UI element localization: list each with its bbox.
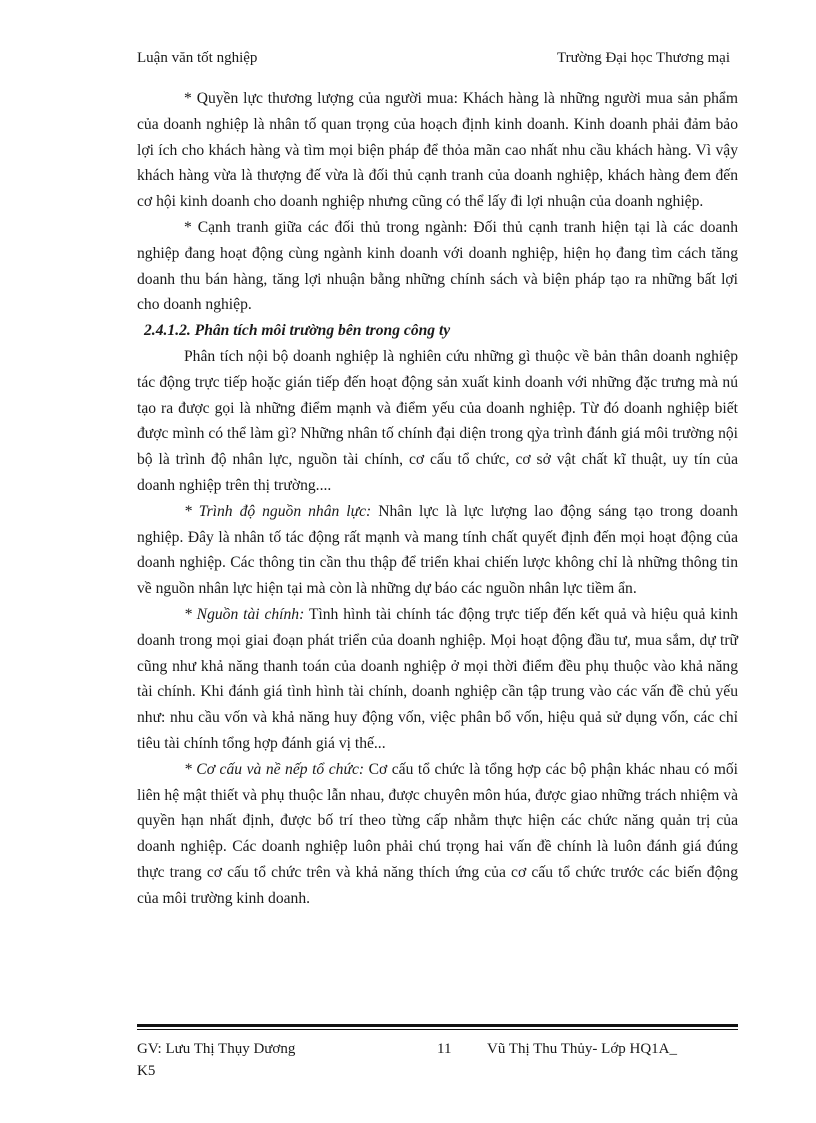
page-footer: [137, 1038, 738, 1082]
paragraph-internal-analysis: Phân tích nội bộ doanh nghiệp là nghiên cứu những gì thuộc về bản thân doanh nghiệp tác động trực tiếp hoặc gián tiếp đến hoạt động sản xuất kinh doanh với những đặc trưng mà nú tạo ra được gọi là những điểm mạnh và điểm yếu của doanh nghiệp. Từ đó doanh nghiệp biết được mình có thể làm gì? Những nhân tố chính đại diện trong qỳa trình đánh giá môi trường nội bộ là trình độ nhân lực, nguồn tài chính, cơ cấu tổ chức, cơ sở vật chất kĩ thuật, uy tín của doanh nghiệp trên thị trường....: [137, 347, 738, 494]
finance-text: Tình hình tài chính tác động trực tiếp đến kết quả và hiệu quả kinh doanh trong mọi giai đoạn phát triển của doanh nghiệp. Mọi hoạt động đầu tư, mua sắm, dự trữ cũng như khả năng thanh toán của doanh nghiệp ở mọi thời điểm đều phụ thuộc vào khả năng tài chính. Khi đánh giá tình hình tài chính, doanh nghiệp cần tập trung vào các vấn đề chủ yếu như: nhu cầu vốn và khả năng huy động vốn, việc phân bổ vốn, hiệu quả sử dụng vốn, các chỉ tiêu tài chính tổng hợp đánh giá vị thế...: [137, 605, 738, 752]
organization-label: * Cơ cấu và nề nếp tổ chức:: [184, 760, 365, 778]
paragraph-industry-competition: * Cạnh tranh giữa các đối thủ trong ngành: Đối thủ cạnh tranh hiện tại là các doanh nghiệp đang hoạt động cùng ngành kinh doanh với doanh nghiệp, hiện họ đang tìm cách tăng doanh thu bán hàng, tăng lợi nhuận bằng những chính sách và biện pháp tạo ra những bất lợi cho doanh nghiệp.: [137, 218, 738, 314]
page-header: [137, 50, 730, 74]
paragraph-buyer-power: * Quyền lực thương lượng của người mua: Khách hàng là những người mua sản phẩm của doanh nghiệp là nhân tố quan trọng của hoạch định kinh doanh. Kinh doanh phải đảm bảo lợi ích cho khách hàng và tìm mọi biện pháp để thỏa mãn cao nhất nhu cầu khách hàng. Vì vậy khách hàng vừa là thượng đế vừa là đối thủ cạnh tranh của doanh nghiệp, khách hàng đem đến cơ hội kinh doanh cho doanh nghiệp nhưng cũng có thể lấy đi lợi nhuận của doanh nghiệp.: [137, 90, 738, 211]
human-resources-label: * Trình độ nguồn nhân lực:: [184, 502, 372, 520]
header-thesis-label: Luận văn tốt nghiệp: [137, 50, 258, 66]
paragraph-organization: [137, 757, 738, 912]
human-resources-text: Nhân lực là lực lượng lao động sáng tạo trong doanh nghiệp. Đây là nhân tố tác động rất mạnh và mang tính chất quyết định đến mọi hoạt động của doanh nghiệp. Các thông tin cần thu thập để triển khai chiến lược không chỉ là những thông tin về nguồn nhân lực hiện tại mà còn là những dự báo các nguồn nhân lực tiềm ẩn.: [137, 502, 738, 598]
paragraph-human-resources: [137, 499, 738, 602]
footer-cohort: K5: [137, 1063, 156, 1079]
footer-divider-thin: [137, 1029, 738, 1030]
footer-student: Vũ Thị Thu Thủy- Lớp HQ1A_: [487, 1041, 678, 1057]
document-body: [137, 86, 738, 912]
footer-instructor: GV: Lưu Thị Thụy Dương: [137, 1041, 296, 1057]
paragraph-finance: [137, 602, 738, 757]
footer-divider-thick: [137, 1024, 738, 1027]
page-number: 11: [437, 1041, 452, 1057]
finance-label: * Nguồn tài chính:: [184, 605, 305, 623]
section-heading: 2.4.1.2. Phân tích môi trường bên trong công ty: [144, 322, 451, 340]
organization-text: Cơ cấu tổ chức là tổng hợp các bộ phận khác nhau có mối liên hệ mật thiết và phụ thuộc lẫn nhau, được chuyên môn húa, được giao những trách nhiệm và quyền hạn nhất định, được bố trí theo từng cấp nhằm thực hiện các chức năng quản trị của doanh nghiệp. Các doanh nghiệp luôn phải chú trọng hai vấn đề chính là luôn đánh giá đúng thực trang cơ cấu tổ chức trên và khả năng thích ứng của cơ cấu tổ chức trước các biến động của môi trường kinh doanh.: [137, 760, 738, 907]
header-university: Trường Đại học Thương mại: [557, 50, 730, 66]
